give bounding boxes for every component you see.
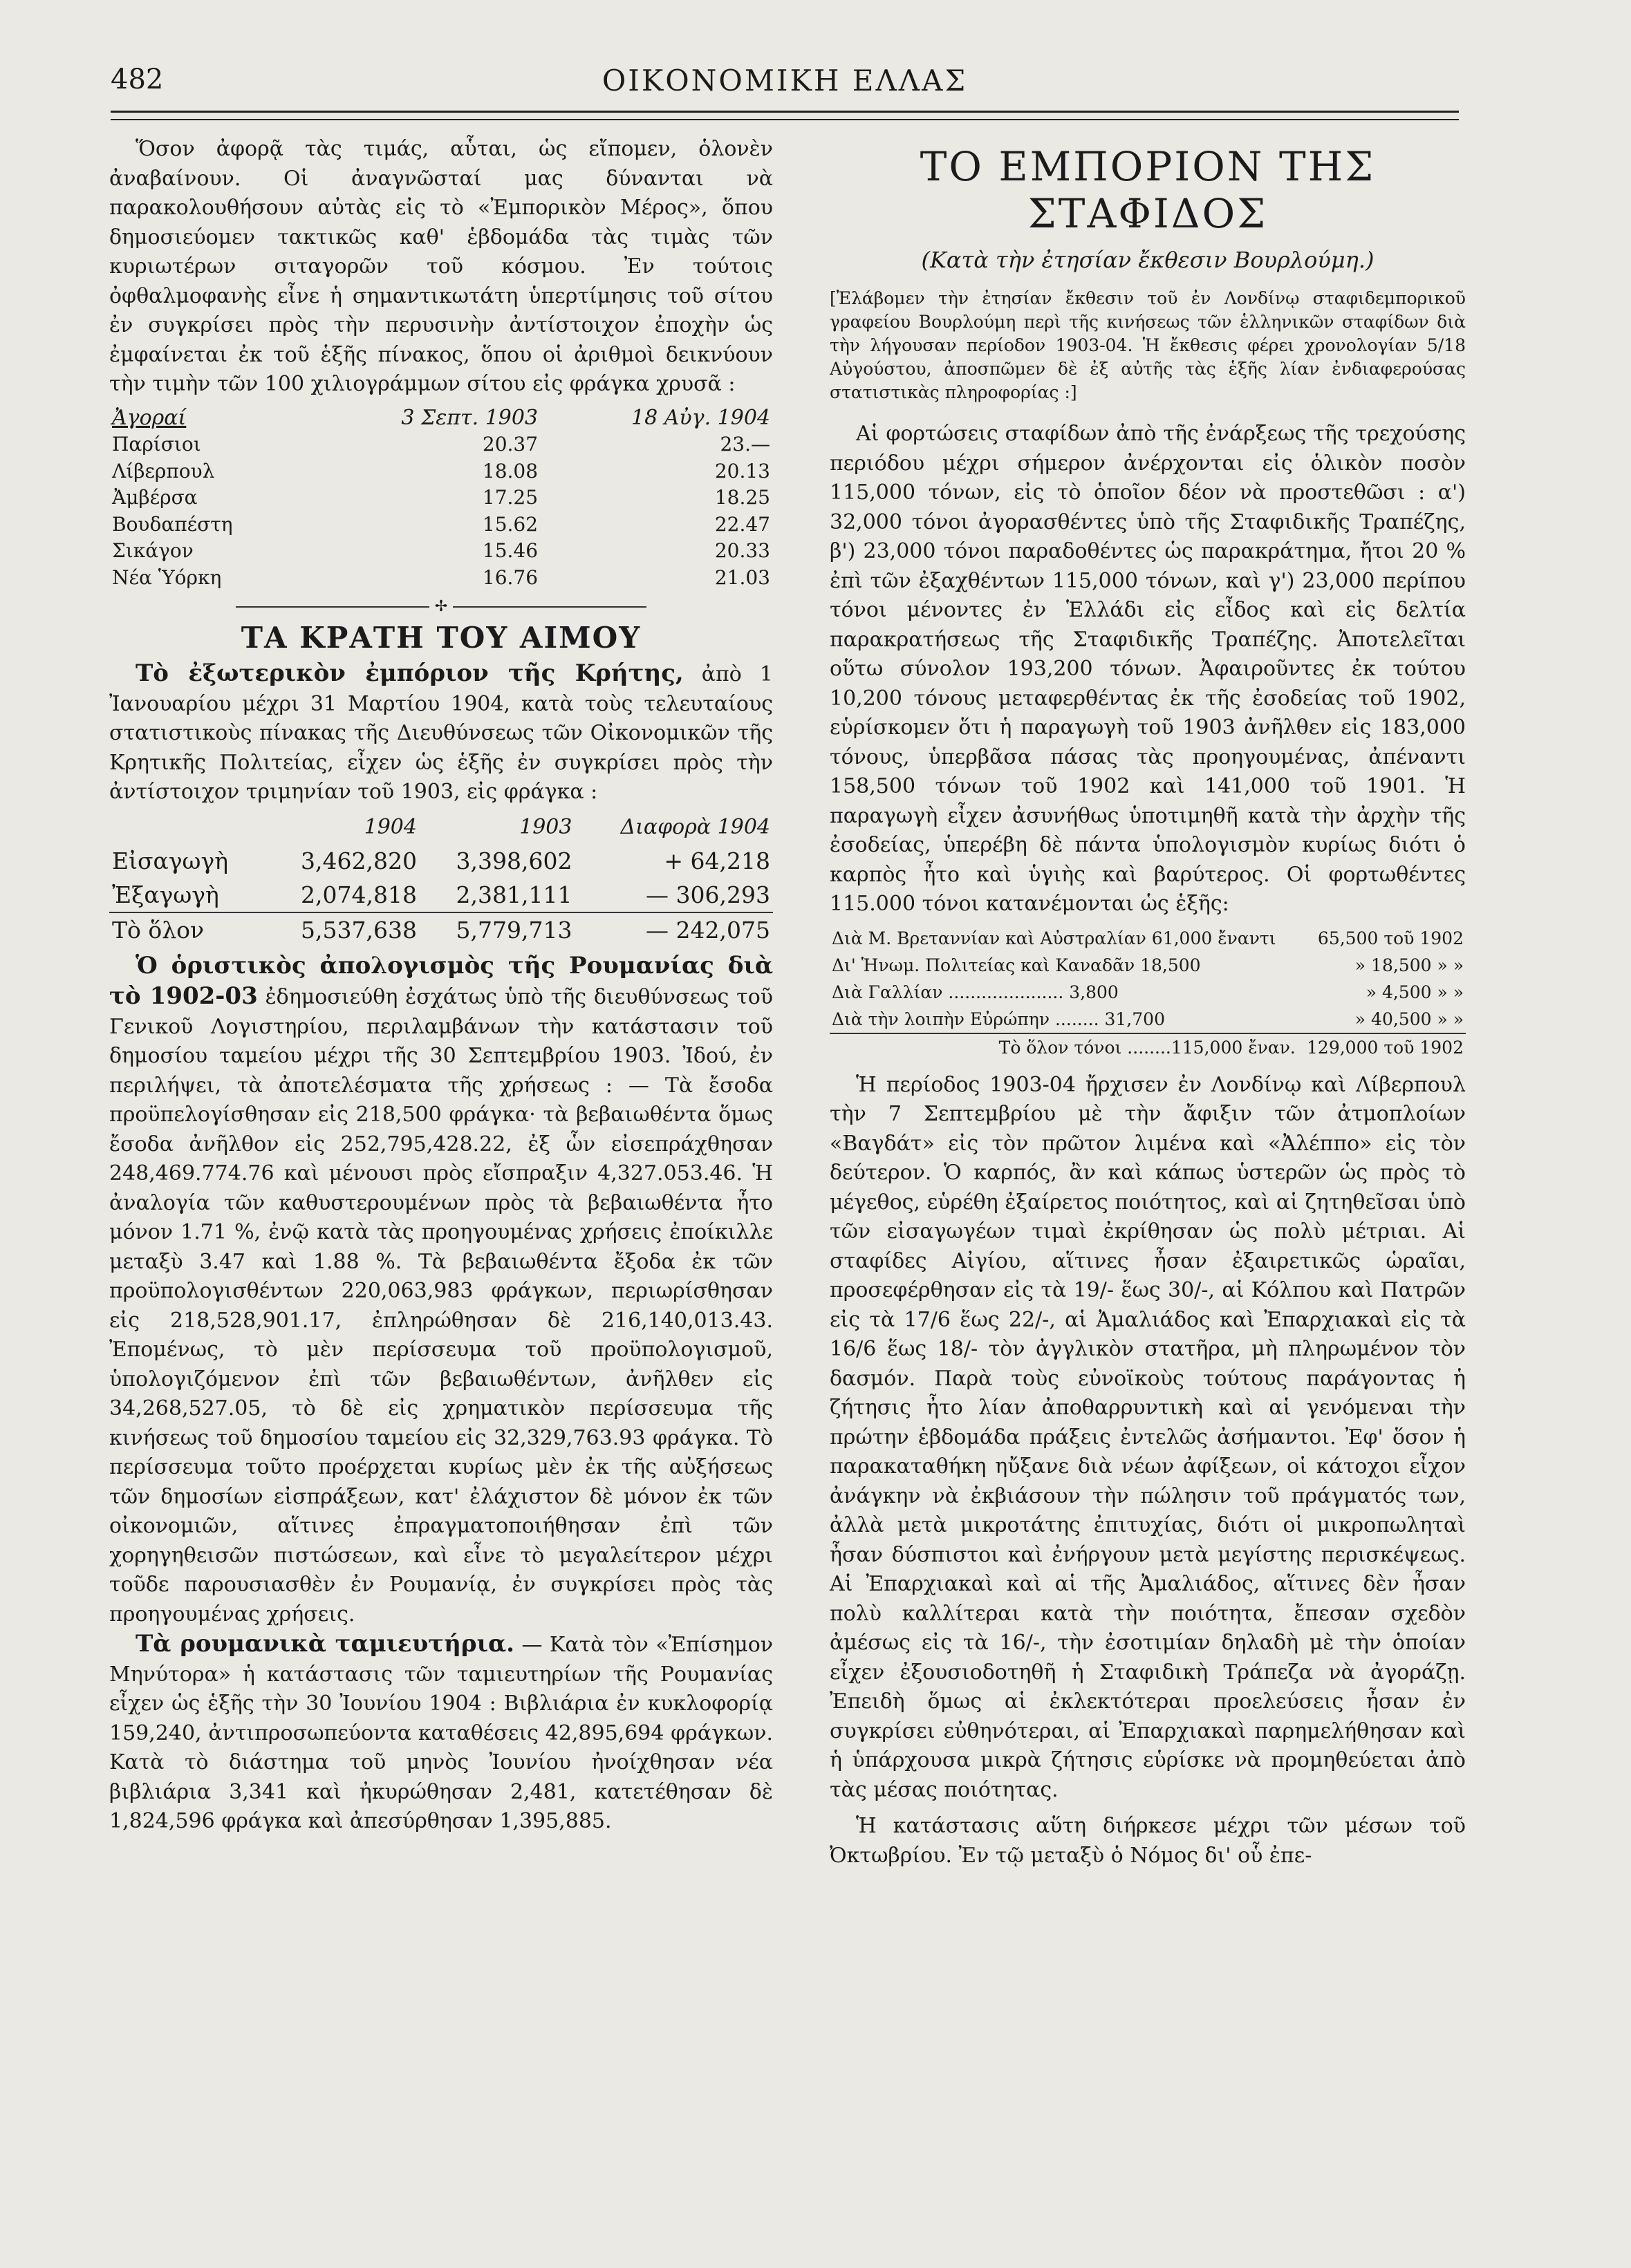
table-row (109, 844, 773, 878)
table-row (109, 878, 773, 912)
table-total-row (109, 912, 773, 947)
header-rule (111, 111, 1459, 120)
market-name: Ἀμβέρσα (112, 486, 198, 509)
editor-note: [Ἐλάβομεν τὴν ἐτησίαν ἔκθεσιν τοῦ ἐν Λονδίνῳ σταφιδεμπορικοῦ γραφείου Βουρλούμη περὶ τῆς κινήσεως τῶν ἑλληνικῶν σταφίδων διὰ τὴν λήγουσαν περίοδον 1903-04. Ἡ ἔκθεσις φέρει χρονολογίαν 5/18 Αὐγούστου, ἀποσπῶμεν δὲ ἐξ αὐτῆς τὰς ἑξῆς λίαν ἐνδιαφερούσας στατιστικὰς πληροφορίας :] (830, 288, 1466, 402)
table-total-row (830, 1033, 1466, 1061)
section-title-balkan: ΤΑ ΚΡΑΤΗ ΤΟΥ ΑΙΜΟΥ (241, 621, 642, 655)
table-row (830, 952, 1466, 979)
price-1904: 20.33 (714, 539, 770, 562)
romania-budget-paragraph (109, 951, 773, 1630)
price-1904: 22.47 (714, 512, 770, 536)
table-row (109, 538, 773, 565)
price-1904: 18.25 (714, 486, 770, 509)
crete-trade-table (109, 810, 773, 947)
romania-heading: Ὁ ὁριστικὸς ἀπολογισμὸς τῆς Ρουμανίας διὰ τὸ 1902-03 (109, 951, 773, 1010)
page-header (111, 64, 1459, 112)
running-title: ΟΙΚΟΝΟΜΙΚΗ ΕΛΛΑΣ (602, 64, 968, 97)
market-name: Λίβερπουλ (112, 459, 215, 482)
previous-year-cell: » 40,500 » » (1354, 1009, 1464, 1029)
crete-table-header: 1904 (364, 814, 417, 839)
article-subtitle: (Κατὰ τὴν ἐτησίαν ἔκθεσιν Βουρλούμη.) (921, 247, 1374, 273)
wheat-table-header: 18 Αὐγ. 1904 (631, 405, 770, 430)
total-destination-cell: Τὸ ὅλον τόνοι ........115,000 ἔναν. (830, 1033, 1298, 1061)
savings-heading: Τὰ ρουμανικὰ ταμιευτήρια. (136, 1630, 514, 1658)
table-row (109, 512, 773, 538)
divider-line (236, 606, 429, 608)
crete-table-header (109, 810, 265, 844)
total-difference: — 242,075 (575, 912, 773, 947)
value-difference: — 306,293 (646, 881, 770, 908)
destination-cell: Διὰ τὴν λοιπὴν Εὐρώπην ........ 31,700 (832, 1009, 1165, 1029)
table-row (109, 458, 773, 485)
crete-trade-paragraph (109, 659, 773, 807)
price-1903: 17.25 (482, 486, 539, 509)
page-number: 482 (111, 64, 164, 95)
price-1903: 16.76 (482, 565, 539, 589)
left-column (109, 135, 773, 1837)
crete-heading: Τὸ ἐξωτερικὸν ἐμπόριον τῆς Κρήτης, (136, 659, 684, 687)
destination-cell: Διὰ Γαλλίαν ..................... 3,800 (832, 982, 1119, 1002)
destination-cell: Δι' Ἡνωμ. Πολιτείας καὶ Καναδᾶν 18,500 (832, 955, 1201, 975)
crete-table-header: 1903 (519, 814, 572, 839)
table-row (830, 925, 1466, 952)
price-1903: 20.37 (482, 433, 539, 456)
total-previous-year-cell: 129,000 τοῦ 1902 (1298, 1033, 1466, 1061)
crete-table-header: Διαφορὰ 1904 (620, 814, 770, 839)
market-name: Παρίσιοι (112, 433, 201, 456)
section-divider (109, 598, 773, 615)
shipments-table (830, 925, 1466, 1061)
divider-line (453, 606, 646, 608)
table-row (830, 1006, 1466, 1033)
savings-body: — Κατὰ τὸν «Ἐπίσημον Μηνύτορα» ἡ κατάστασις τῶν ταμιευτηρίων τῆς Ρουμανίας εἶχεν ὡς ἑξῆς τὴν 30 Ἰουνίου 1904 : Βιβλιάρια ἐν κυκλοφορίᾳ 159,240, ἀντιπροσωπεύοντα καταθέσεις 42,895,694 φράγκων. Κατὰ τὸ διάστημα τοῦ μηνὸς Ἰουνίου ἠνοίχθησαν νέα βιβλιάρια 3,341 καὶ ἠκυρώθησαν 2,481, κατετέθησαν δὲ 1,824,596 φράγκα καὶ ἀπεσύρθησαν 1,395,885. (109, 1633, 774, 1833)
wheat-price-table (109, 405, 773, 592)
wheat-table-header: Ἀγοραί (112, 405, 187, 430)
value-1903: 3,398,602 (456, 847, 572, 874)
wheat-intro-paragraph: Ὅσον ἀφορᾷ τὰς τιμάς, αὗται, ὡς εἴπομεν, ὁλονὲν ἀναβαίνουν. Οἱ ἀναγνῶσταί μας δύνανται νὰ παρακολουθήσουν αὐτὰς εἰς τὸ «Ἐμπορικὸν Μέρος», ὅπου δημοσιεύομεν τακτικῶς καθ' ἑβδομάδα τὰς τιμὰς τῶν κυριωτέρων σιταγορῶν τοῦ κόσμου. Ἐν τούτοις ὀφθαλμοφανὴς εἶνε ἡ σημαντικωτάτη ὑπερτίμησις τοῦ σίτου ἐν συγκρίσει πρὸς τὴν περυσινὴν ἀντίστοιχον ἐποχὴν ὡς ἐμφαίνεται ἐκ τοῦ ἑξῆς πίνακος, ὅπου οἱ ἀριθμοὶ δεικνύουν τὴν τιμὴν τῶν 100 χιλιογράμμων σίτου εἰς φράγκα χρυσᾶ : (109, 137, 773, 396)
market-name: Βουδαπέστη (112, 512, 233, 536)
trade-label: Εἰσαγωγὴ (112, 847, 228, 874)
raisin-paragraph-3: Ἡ κατάστασις αὕτη διήρκεσε μέχρι τῶν μέσων τοῦ Ὀκτωβρίου. Ἐν τῷ μεταξὺ ὁ Νόμος δι' οὗ ἐπε- (830, 1814, 1466, 1868)
price-1904: 21.03 (714, 565, 770, 589)
previous-year-cell: » 18,500 » » (1354, 955, 1464, 975)
value-difference: + 64,218 (664, 847, 770, 874)
trade-label: Ἐξαγωγὴ (112, 881, 219, 908)
table-row (109, 565, 773, 592)
raisin-paragraph-2: Ἡ περίοδος 1903-04 ἤρχισεν ἐν Λονδίνῳ καὶ Λίβερπουλ τὴν 7 Σεπτεμβρίου μὲ τὴν ἄφιξιν τῶν ἀτμοπλοίων «Βαγδάτ» εἰς τὸν πρῶτον λιμένα καὶ «Ἀλέππο» εἰς τὸν δεύτερον. Ὁ καρπός, ἂν καὶ κάπως ὑστερῶν ὡς πρὸς τὸ μέγεθος, εὑρέθη ἐξαίρετος ποιότητος, καὶ αἱ ζητηθεῖσαι ὑπὸ τῶν εἰσαγωγέων τιμαὶ ἐκρίθησαν ὡς πολὺ μέτριαι. Αἱ σταφίδες Αἰγίου, αἵτινες ἦσαν ἐξαιρετικῶς ὡραῖαι, προσεφέρθησαν εἰς τὰ 19/- ἕως 30/-, αἱ Κόλπου καὶ Πατρῶν εἰς τὰ 17/6 ἕως 22/-, αἱ Ἀμαλιάδος καὶ Ἐπαρχιακαὶ εἰς τὰ 16/6 ἕως 18/- τὸν ἀγγλικὸν στατῆρα, μὴ πληρωμένον τὸν δασμόν. Παρὰ τοὺς εὐνοϊκοὺς τούτους παράγοντας ἡ ζήτησις ἦτο λίαν ἀποθαρρυντικὴ καὶ αἱ γενόμεναι τὴν πρώτην ἑβδομάδα πράξεις ἐντελῶς ἀσήμαντοι. Ἐφ' ὅσον ἡ παρακαταθήκη ηὔξανε διὰ νέων ἀφίξεων, οἱ κάτοχοι εἶχον ἀνάγκην νὰ ἐκβιάσουν τὴν πώλησιν τοῦ πράγματός των, ἀλλὰ μετὰ μικροτάτης ἐπιτυχίας, διότι οἱ μικροπωληταὶ ἦσαν δύσπιστοι καὶ ἐνήργουν μετὰ μεγίστης περισκέψεως. Αἱ Ἐπαρχιακαὶ καὶ αἱ τῆς Ἀμαλιάδος, αἵτινες δὲν ἦσαν πολὺ καλλίτεραι κατὰ τὴν ποιότητα, ἔπεσαν σχεδὸν ἀμέσως εἰς τὰ 16/-, τὴν ἐσοτιμίαν δηλαδὴ μὲ τὴν ὁποίαν εἶχεν ἐξουσιοδοτηθῆ ἡ Σταφιδικὴ Τράπεζα νὰ ἀγοράζῃ. Ἐπειδὴ ὅμως αἱ ἐκλεκτότεραι προελεύσεις ἦσαν ἐν συγκρίσει εὐθηνότεραι, αἱ Ἐπαρχιακαὶ παρημελήθησαν καὶ ἡ ὑπάρχουσα μικρὰ ζήτησις εὑρίσκε νὰ προμηθεύεται ἀπὸ τὰς μέσας ποιότητας. (830, 1072, 1466, 1802)
table-row (109, 485, 773, 512)
price-1904: 23.— (720, 433, 770, 456)
price-1903: 15.46 (482, 539, 539, 562)
value-1903: 2,381,111 (456, 881, 572, 908)
divider-ornament-icon: ✢ (434, 598, 448, 615)
market-name: Νέα Ὑόρκη (112, 565, 222, 589)
romania-body: ἐδημοσιεύθη ἐσχάτως ὑπὸ τῆς διευθύνσεως τοῦ Γενικοῦ Λογιστηρίου, περιλαμβάνων τὴν κατάστασιν τοῦ δημοσίου ταμείου μέχρι τῆς 30 Σεπτεμβρίου 1903. Ἰδού, ἐν περιλήψει, τὰ ἀποτελέσματα τῆς χρήσεως : — Τὰ ἔσοδα προϋπελογίσθησαν εἰς 218,500 φράγκα· τὰ βεβαιωθέντα ὅμως ἔσοδα ἀνῆλθον εἰς 252,795,428.22, ἐξ ὧν εἰσεπράχθησαν 248,469.774.76 καὶ μένουσι πρὸς εἴσπραξιν 4,327.053.46. Ἡ ἀναλογία τῶν καθυστερουμένων πρὸς τὰ βεβαιωθέντα ἦτο μόνον 1.71 %, ἐνῷ κατὰ τὰς προηγουμένας χρήσεις ἐποίκιλλε μεταξὺ 3.47 καὶ 1.88 %. Τὰ βεβαιωθέντα ἔξοδα ἐκ τῶν προϋπολογισθέντων 220,063,983 φράγκων, περιωρίσθησαν εἰς 218,528,901.17, ἐπληρώθησαν δὲ 216,140,013.43. Ἐπομένως, τὸ μὲν περίσσευμα τοῦ προϋπολογισμοῦ, ὑπολογιζόμενον ἐπὶ τῶν βεβαιωθέντων, ἀνῆλθεν εἰς 34,268,527.05, τὸ δὲ εἰς χρηματικὸν περίσσευμα τῆς κινήσεως τοῦ δημοσίου ταμείου εἰς 32,329,763.93 φράγκα. Τὸ περίσσευμα τοῦτο προέρχεται κυρίως μὲν ἐκ τῆς αὐξήσεως τῶν δημοσίων εἰσπράξεων, κατ' ἐλάχιστον δὲ μόνον ἐκ τῶν οἰκονομιῶν, αἵτινες ἐπραγματοποιήθησαν ἐπὶ τῶν χορηγηθεισῶν πιστώσεων, καὶ εἶνε τὸ μεγαλείτερον μέχρι τοῦδε παρουσιασθὲν ἐν Ρουμανίᾳ, ἐν συγκρίσει πρὸς τὰς προηγουμένας χρήσεις. (109, 985, 773, 1627)
right-column (830, 135, 1466, 1871)
price-1904: 20.13 (714, 459, 770, 482)
market-name: Σικάγον (112, 539, 194, 562)
total-1903: 5,779,713 (420, 912, 575, 947)
raisin-paragraph-1: Αἱ φορτώσεις σταφίδων ἀπὸ τῆς ἐνάρξεως τῆς τρεχούσης περιόδου μέχρι σήμερον ἀνέρχονται εἰς ὁλικὸν ποσὸν 115,000 τόνων, εἰς τὸ ὁποῖον δέον νὰ προστεθῶσι : α') 32,000 τόνοι ἀγορασθέντες ὑπὸ τῆς Σταφιδικῆς Τραπέζης, β') 23,000 τόνοι παραδοθέντες ὡς παρακράτημα, ἤτοι 20 % ἐπὶ τῶν ἐξαχθέντων 115,000 τόνων, καὶ γ') 23,000 περίπου τόνοι μένοντες ἐν Ἑλλάδι εἰς εἶδος καὶ εἰς δελτία παρακρατήσεως τῆς Σταφιδικῆς Τραπέζης. Ἀποτελεῖται οὕτω σύνολον 193,200 τόνων. Ἀφαιροῦντες ἐκ τούτου 10,200 τόνους μεταφερθέντας ἐκ τῆς ἐσοδείας τοῦ 1902, εὑρίσκομεν ὅτι ἡ παραγωγὴ τοῦ 1903 ἀνῆλθεν εἰς 183,000 τόνους, ὑπερβᾶσα πάσας τὰς προηγουμένας, ἀπέναντι 158,500 τόνων τοῦ 1902 καὶ 141,000 τοῦ 1901. Ἡ παραγωγὴ εἶχεν ἀσυνήθως ὑποτιμηθῆ κατὰ τὴν ἀρχὴν τῆς ἐσοδείας, ὑπερέβη δὲ πάντα ὑπολογισμὸν κυρίως διότι ὁ καρπὸς ἦτο καὶ ὑγιὴς καὶ βαρύτερος. Οἱ φορτωθέντες 115.000 τόνοι κατανέμονται ὡς ἑξῆς: (830, 422, 1466, 916)
total-label: Τὸ ὅλον (109, 912, 265, 947)
crete-body: ἀπὸ 1 Ἰανουαρίου μέχρι 31 Μαρτίου 1904, κατὰ τοὺς τελευταίους στατιστικοὺς πίνακας τῆς Διευθύνσεως τῶν Οἰκονομικῶν τῆς Κρητικῆς Πολιτείας, εἶχεν ὡς ἑξῆς ἐν συγκρίσει πρὸς τὴν ἀντίστοιχον τριμηνίαν τοῦ 1903, εἰς φράγκα : (109, 662, 773, 804)
price-1903: 18.08 (482, 459, 539, 482)
romania-savings-paragraph (109, 1629, 773, 1837)
total-1904: 5,537,638 (265, 912, 420, 947)
value-1904: 2,074,818 (301, 881, 417, 908)
article-title: ΤΟ ΕΜΠΟΡΙΟΝ ΤΗΣ ΣΤΑΦΙΔΟΣ (920, 143, 1376, 237)
destination-cell: Διὰ Μ. Βρεταννίαν καὶ Αὐστραλίαν 61,000 ἔναντι (832, 928, 1276, 948)
previous-year-cell: 65,500 τοῦ 1902 (1317, 928, 1464, 948)
table-row (109, 431, 773, 458)
wheat-table-header: 3 Σεπτ. 1903 (401, 405, 539, 430)
price-1903: 15.62 (482, 512, 539, 536)
table-row (830, 979, 1466, 1006)
value-1904: 3,462,820 (301, 847, 417, 874)
previous-year-cell: » 4,500 » » (1366, 982, 1464, 1002)
